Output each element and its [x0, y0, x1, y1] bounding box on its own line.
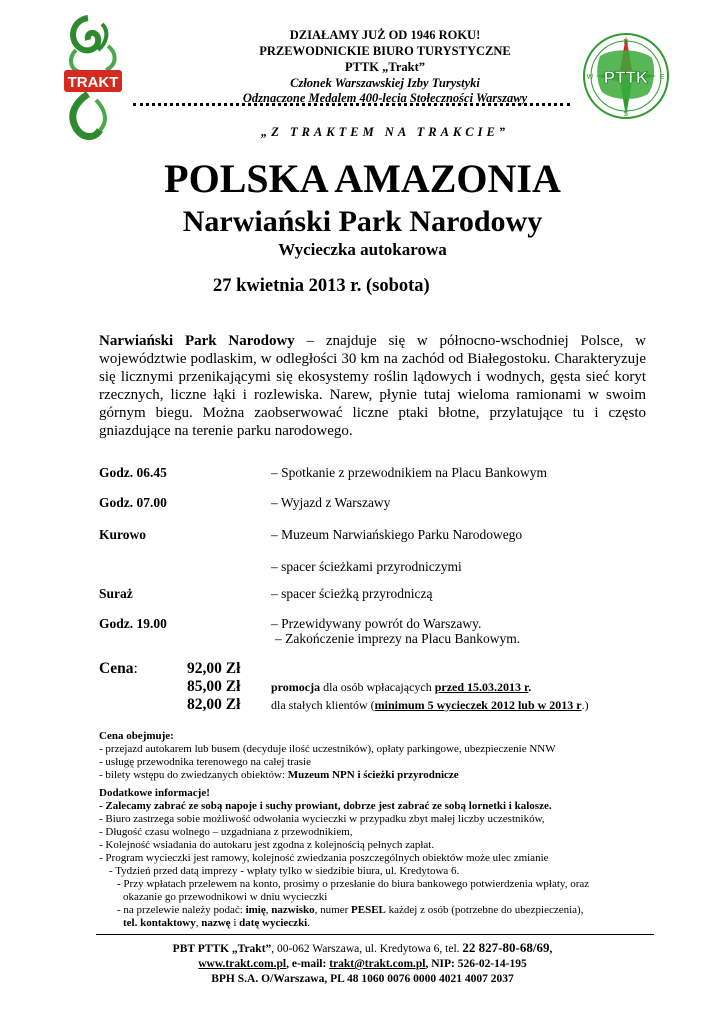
info-text: każdej z osób (potrzebne do ubezpieczenia),	[385, 904, 584, 916]
info-line: - Biuro zastrzega sobie możliwość odwołania wycieczki w przypadku zbyt małej liczby uczestników,	[99, 813, 545, 825]
includes-item	[99, 769, 659, 782]
intro-paragraph	[99, 332, 646, 440]
footer-text: , e-mail:	[286, 958, 330, 970]
footer-nip: , NIP: 526-02-14-195	[425, 958, 527, 970]
footer-rule	[96, 934, 654, 935]
trakt-logo-text: TRAKT	[67, 74, 119, 91]
schedule-text: – Muzeum Narwiańskiego Parku Narodowego	[271, 527, 523, 542]
footer-company: PBT PTTK „Trakt”	[172, 943, 272, 955]
header-line-2: PRZEWODNICKIE BIURO TURYSTYCZNE	[259, 44, 511, 58]
info-line: - Tydzień przed datą imprezy - wpłaty tylko w siedzibie biura, ul. Kredytowa 6.	[109, 865, 460, 877]
schedule-key: Suraż	[99, 586, 133, 601]
includes-item: - przejazd autokarem lub busem (decyduje ilość uczestników), opłaty parkingowe, ubezpieczenie NNW	[99, 743, 556, 755]
schedule-text: – Zakończenie imprezy na Placu Bankowym.	[275, 631, 521, 646]
info-line	[99, 904, 659, 917]
schedule-key: Godz. 19.00	[99, 616, 167, 631]
page-subtitle: Narwiański Park Narodowy	[182, 205, 543, 238]
schedule-text: – spacer ścieżką przyrodniczą	[271, 586, 433, 601]
promo-deadline: przed 15.03.2013 r	[434, 680, 529, 694]
info-line: - Długość czasu wolnego – uzgadniana z przewodnikiem,	[99, 826, 353, 838]
price-loyal: 82,00 Zł	[187, 696, 241, 713]
price-colon: :	[133, 660, 138, 677]
intro-text: – znajduje się w północno-wschodniej Polsce, w województwie podlaskim, w odległości 30 km na zachód od Białegostoku. Charakteryzuje się licznymi przenikającymi się ekosystemy roślin lądowych i wodnych, gęsta sieć koryt rzecznych, liczne łąki i rozlewiska. Narew, płynie tutaj wieloma ramionami w swoim górnym biegu. Można zaobserwować liczne ptaki błotne, przylatujące tu i często gniazdujące na terenie parku narodowego.	[99, 333, 646, 439]
schedule-text: – Spotkanie z przewodnikiem na Placu Bankowym	[271, 465, 547, 480]
info-title: Dodatkowe informacje!	[99, 787, 210, 799]
info-text: i	[230, 917, 240, 929]
schedule-key: Kurowo	[99, 527, 147, 542]
loyal-bold: minimum 5 wycieczek 2012 lub w 2013 r	[374, 698, 582, 712]
compass-e: E	[659, 74, 665, 81]
info-text: .	[307, 917, 310, 929]
pttk-logo-text: PTTK	[603, 68, 649, 87]
info-line	[99, 917, 659, 930]
info-line: okazanie go przewodnikowi w dniu wycieczki	[123, 891, 328, 903]
price-section	[99, 660, 659, 714]
price-includes	[99, 730, 659, 782]
trakt-logo-graphic	[58, 10, 128, 145]
promo-bold: promocja	[271, 680, 321, 694]
promo-text: dla osób wpłacających	[320, 680, 435, 694]
trip-date: 27 kwietnia 2013 r. (sobota)	[213, 276, 430, 296]
includes-item-bold: Muzeum NPN i ścieżki przyrodnicze	[287, 769, 459, 781]
info-line: - Kolejność wsiadania do autokaru jest zgodna z kolejnością pełnych zapłat.	[99, 839, 435, 851]
info-bold: nazwę	[201, 917, 231, 929]
schedule-text: – Wyjazd z Warszawy	[271, 495, 391, 510]
info-line: - Program wycieczki jest ramowy, kolejność zwiedzania poszczególnych obiektów może ulec zmianie	[99, 852, 549, 864]
pttk-logo-graphic	[582, 30, 670, 122]
info-text: ,	[265, 904, 272, 916]
info-line-bold: - Zalecamy zabrać ze sobą napoje i suchy prowiant, dobrze jest zabrać ze sobą lornetki i kalosze.	[99, 800, 552, 812]
header-dotted-rule	[133, 103, 570, 106]
info-text: - na przelewie należy podać:	[117, 904, 246, 916]
info-bold: tel. kontaktowy	[123, 917, 196, 929]
info-bold: imię	[245, 904, 266, 916]
footer-line	[0, 940, 725, 957]
loyal-end: .)	[581, 698, 589, 712]
header-line-5: Odznaczone Medalem 400-lecia Stołeczności Warszawy	[242, 91, 528, 105]
header-line-1: DZIAŁAMY JUŻ OD 1946 ROKU!	[289, 28, 481, 42]
footer-text: ,	[549, 943, 553, 955]
price-label: Cena	[99, 660, 134, 677]
footer	[0, 940, 725, 987]
footer-email-link[interactable]: trakt@trakt.com.pl	[329, 958, 426, 970]
additional-info	[99, 787, 659, 930]
info-text: , numer	[314, 904, 352, 916]
includes-item: - usługę przewodnika terenowego na całej trasie	[99, 756, 311, 768]
price-promo: 85,00 Zł	[187, 678, 241, 695]
compass-n: N	[623, 39, 629, 46]
info-bold: nazwisko	[271, 904, 315, 916]
pttk-logo	[582, 30, 670, 122]
schedule-text: – spacer ścieżkami przyrodniczymi	[271, 559, 462, 574]
intro-bold: Narwiański Park Narodowy	[99, 333, 295, 349]
motto: „Z TRAKTEM NA TRAKCIE”	[260, 125, 510, 139]
schedule	[99, 465, 659, 645]
includes-title: Cena obejmuje:	[99, 730, 174, 742]
footer-phone: 22 827-80-68/69	[462, 940, 550, 955]
promo-note	[271, 680, 531, 695]
footer-website-link[interactable]: www.trakt.com.pl	[198, 958, 287, 970]
schedule-key: Godz. 07.00	[99, 495, 167, 510]
header-line-4: Członek Warszawskiej Izby Turystyki	[290, 76, 480, 90]
includes-item-text: - bilety wstępu do zwiedzanych obiektów:	[99, 769, 288, 781]
loyal-text: dla stałych klientów (	[271, 698, 375, 712]
footer-line	[0, 957, 725, 972]
footer-bank: BPH S.A. O/Warszawa, PL 48 1060 0076 0000 4021 4007 2037	[211, 973, 514, 985]
footer-address: , 00-062 Warszawa, ul. Kredytowa 6, tel.	[271, 943, 463, 955]
loyal-note	[271, 698, 589, 713]
trakt-logo	[58, 10, 128, 145]
compass-s: S	[623, 111, 629, 118]
page-title: POLSKA AMAZONIA	[164, 156, 561, 201]
header-line-3: PTTK „Trakt”	[345, 60, 425, 74]
info-bold: datę wycieczki	[239, 917, 308, 929]
info-text: ,	[195, 917, 202, 929]
promo-end: .	[528, 680, 532, 694]
trip-kind: Wycieczka autokarowa	[278, 240, 447, 259]
schedule-text: – Przewidywany powrót do Warszawy.	[271, 616, 482, 631]
info-bold: PESEL	[351, 904, 386, 916]
price-regular: 92,00 Zł	[187, 660, 241, 677]
info-line: - Przy wpłatach przelewem na konto, prosimy o przesłanie do biura bankowego potwierdzenia wpłaty, oraz	[117, 878, 590, 890]
compass-w: W	[586, 74, 594, 81]
schedule-key: Godz. 06.45	[99, 465, 167, 480]
